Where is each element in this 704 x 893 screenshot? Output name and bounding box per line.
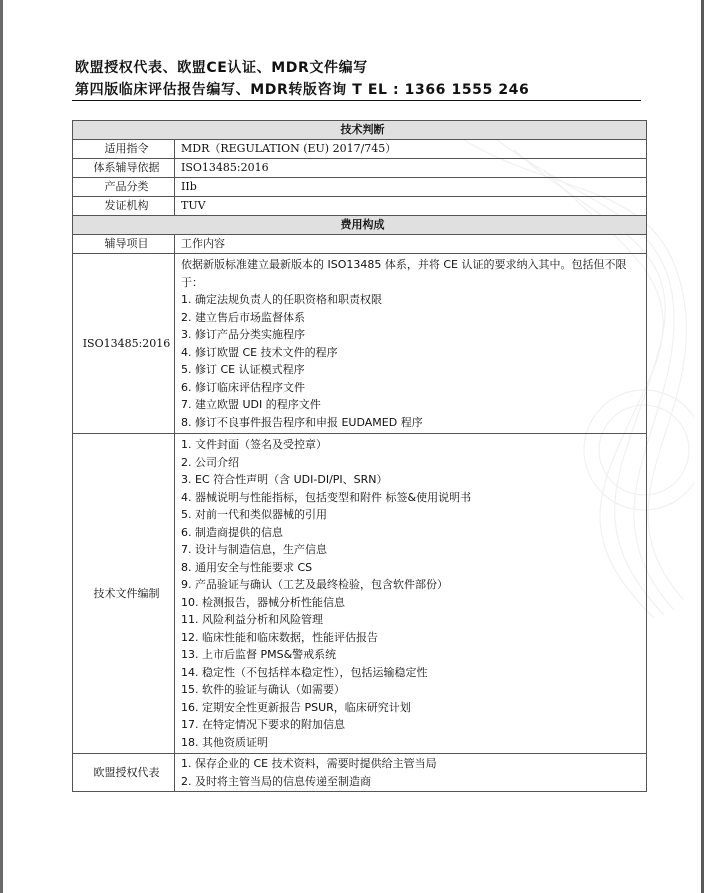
iso-intro: 依据新版标准建立最新版本的 ISO13485 体系，并将 CE 认证的要求纳入其中。包括但不限于：	[181, 258, 627, 289]
table-row	[73, 197, 647, 216]
list-item: 3. 修订产品分类实施程序	[181, 328, 305, 341]
list-item: 1. 保存企业的 CE 技术资料，需要时提供给主管当局	[181, 757, 437, 770]
list-item: 6. 制造商提供的信息	[181, 525, 283, 539]
header-divider	[72, 100, 641, 101]
list-item: 1. 确定法规负责人的任职资格和职责权限	[181, 293, 382, 306]
row-label-directive: 适用指令	[73, 140, 175, 159]
section-title-tech: 技术判断	[73, 121, 647, 140]
list-item: 3. EC 符合性声明（含 UDI-DI/PI、SRN）	[181, 473, 388, 486]
section-header-fees	[73, 216, 647, 235]
header-title-line1: 欧盟授权代表、欧盟CE认证、MDR文件编写	[75, 60, 368, 76]
list-item: 8. 通用安全与性能要求 CS	[181, 560, 313, 574]
list-item: 2. 建立售后市场监督体系	[181, 310, 305, 324]
row-value-standard: ISO13485:2016	[175, 159, 647, 178]
row-value-notified-body: TUV	[175, 197, 647, 216]
table-row	[73, 178, 647, 197]
list-item: 9. 产品验证与确认（工艺及最终检验，包含软件部份）	[181, 578, 448, 591]
list-item: 2. 及时将主管当局的信息传递至制造商	[181, 774, 371, 788]
column-header-content: 工作内容	[175, 235, 647, 254]
list-item: 7. 设计与制造信息，生产信息	[181, 543, 327, 556]
list-item: 7. 建立欧盟 UDI 的程序文件	[181, 398, 321, 411]
row-value-class: IIb	[175, 178, 647, 197]
list-item: 4. 修订欧盟 CE 技术文件的程序	[181, 345, 338, 359]
table-row	[73, 159, 647, 178]
list-item: 4. 器械说明与性能指标，包括变型和附件 标签&使用说明书	[181, 490, 472, 504]
table-row-rep	[73, 754, 647, 792]
table-row-iso	[73, 254, 647, 434]
row-label-techfile: 技术文件编制	[73, 434, 175, 754]
table-row	[73, 140, 647, 159]
list-item: 13. 上市后监督 PMS&警戒系统	[181, 648, 337, 661]
list-item: 6. 修订临床评估程序文件	[181, 380, 305, 394]
section-header-tech	[73, 121, 647, 140]
list-item: 5. 修订 CE 认证模式程序	[181, 363, 305, 376]
list-item: 16. 定期安全性更新报告 PSUR，临床研究计划	[181, 700, 411, 714]
spec-table	[72, 120, 647, 792]
list-item: 15. 软件的验证与确认（如需要）	[181, 683, 345, 696]
list-item: 8. 修订不良事件报告程序和申报 EUDAMED 程序	[181, 415, 423, 429]
list-item: 12. 临床性能和临床数据，性能评估报告	[181, 630, 378, 644]
list-item: 11. 风险利益分析和风险管理	[181, 613, 323, 626]
list-item: 1. 文件封面（签名及受控章）	[181, 438, 327, 451]
row-label-notified-body: 发证机构	[73, 197, 175, 216]
list-item: 17. 在特定情况下要求的附加信息	[181, 718, 345, 731]
row-value-directive: MDR（REGULATION (EU) 2017/745）	[175, 140, 647, 159]
page-edge-left	[0, 0, 3, 893]
header-title-line2: 第四版临床评估报告编写、MDR转版咨询 T EL : 1366 1555 246	[75, 82, 530, 98]
list-item: 5. 对前一代和类似器械的引用	[181, 508, 327, 521]
row-label-class: 产品分类	[73, 178, 175, 197]
row-label-iso: ISO13485:2016	[73, 254, 175, 434]
column-header-project: 辅导项目	[73, 235, 175, 254]
list-item: 2. 公司介绍	[181, 455, 239, 469]
table-row-techfile	[73, 434, 647, 754]
row-label-eu-rep: 欧盟授权代表	[73, 754, 175, 792]
table-row	[73, 235, 647, 254]
list-item: 10. 检测报告，器械分析性能信息	[181, 595, 345, 609]
section-title-fees: 费用构成	[73, 216, 647, 235]
list-item: 18. 其他资质证明	[181, 735, 268, 749]
list-item: 14. 稳定性（不包括样本稳定性），包括运输稳定性	[181, 665, 428, 679]
row-label-standard: 体系辅导依据	[73, 159, 175, 178]
